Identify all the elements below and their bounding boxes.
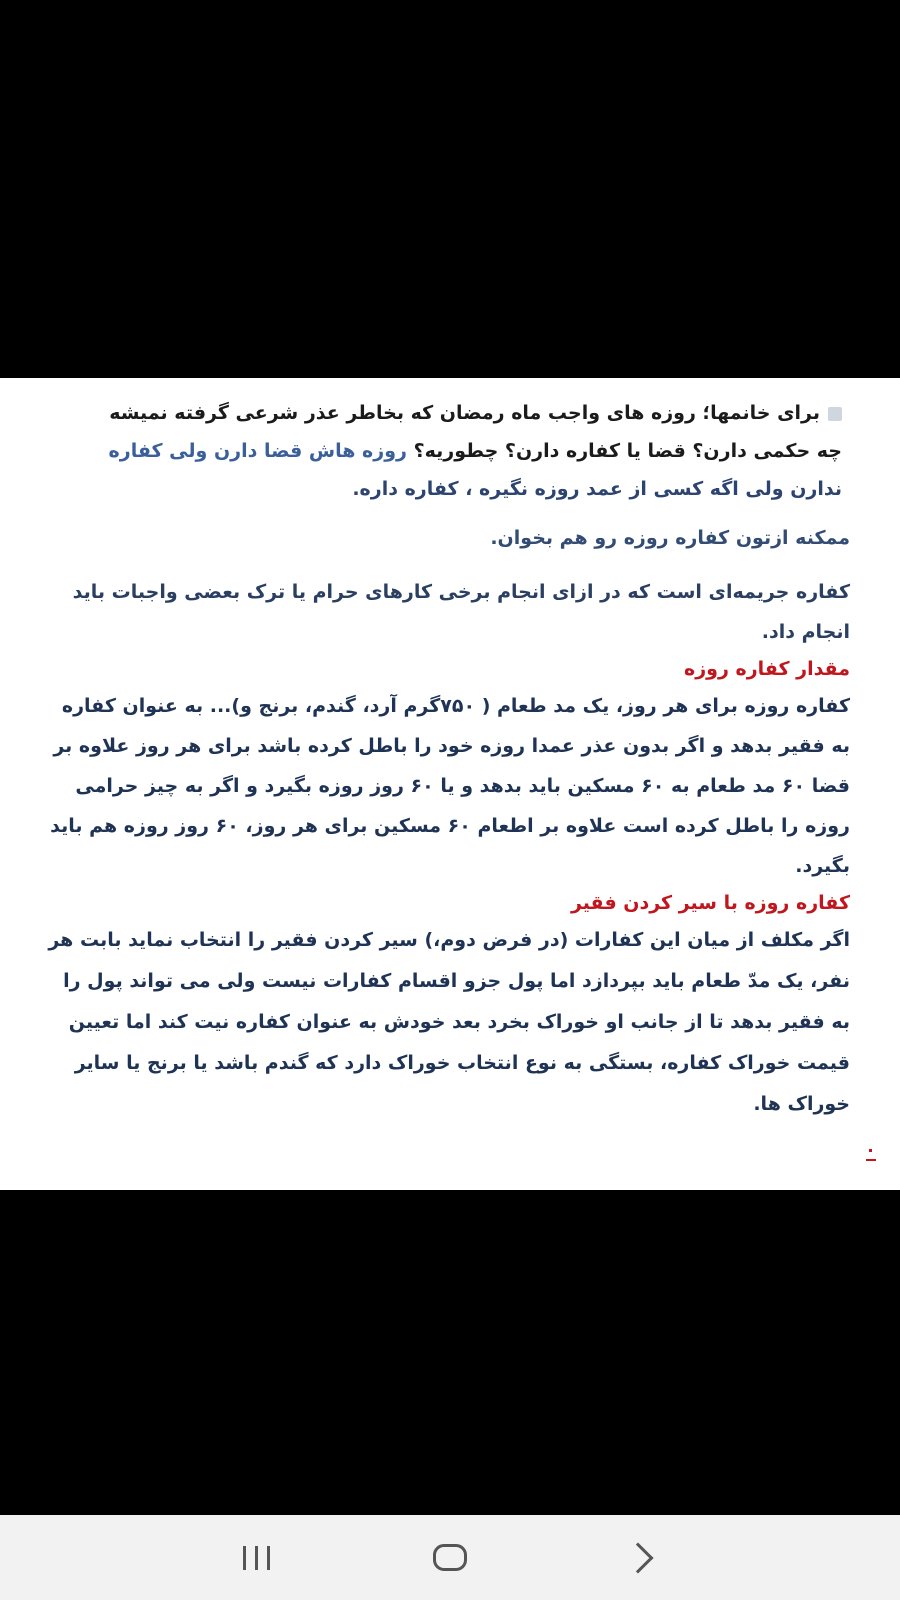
back-icon bbox=[623, 1542, 654, 1573]
question-line2: چه حکمی دارن؟ قضا یا کفاره دارن؟ چطوریه؟ bbox=[413, 440, 842, 462]
definition-text: کفاره جریمه‌ای است که در ازای انجام برخی کارهای حرام یا ترک بعضی واجبات باید انجام داد. bbox=[72, 581, 850, 643]
heading-amount: مقدار کفاره روزه bbox=[683, 658, 850, 680]
answer-part1: روزه هاش قضا دارن ولی کفاره bbox=[108, 440, 407, 462]
question-line1: برای خانمها؛ روزه های واجب ماه رمضان که بخاطر عذر شرعی گرفته نمیشه bbox=[109, 402, 820, 424]
top-black-area bbox=[0, 0, 900, 378]
bottom-black-area bbox=[0, 1190, 900, 1515]
article-content bbox=[0, 378, 900, 1190]
question-block bbox=[42, 394, 850, 508]
feeding-paragraph: اگر مکلف از میان این کفارات (در فرض دوم،) سیر کردن فقیر را انتخاب نماید بابت هر نفر، یک مدّ طعام باید بپردازد اما پول جزو اقسام کفارات نیست ولی می تواند پول را به فقیر بدهد تا از جانب او خوراک بخرد بعد خودش به عنوان کفاره نیت کند اما تعیین قیمت خوراک کفاره، بستگی به نوع انتخاب خوراک دارد که گندم باشد یا برنج یا سایر خوراک ها. bbox=[48, 929, 850, 1115]
amount-paragraph: کفاره روزه برای هر روز، یک مد طعام ( ۷۵۰گرم آرد، گندم، برنج و)... به عنوان کفاره به فقیر بدهد و اگر بدون عذر عمدا روزه خود را باطل کرده باشد برای هر روز علاوه بر قضا ۶۰ مد طعام به ۶۰ مسکین باید بدهد و یا ۶۰ روز روزه بگیرد و اگر به چیز حرامی روزه را باطل کرده است علاوه بر اطعام ۶۰ مسکین برای هر روز، ۶۰ روز روزه هم باید بگیرد. bbox=[50, 695, 850, 877]
answer-part2: ندارن ولی اگه کسی از عمد روزه نگیره ، کفاره داره. bbox=[352, 478, 842, 500]
home-icon bbox=[433, 1544, 467, 1571]
link-mark[interactable] bbox=[866, 1147, 876, 1161]
recents-button[interactable] bbox=[217, 1528, 297, 1588]
recents-icon bbox=[243, 1546, 270, 1570]
home-button[interactable] bbox=[410, 1528, 490, 1588]
intro-text: ممکنه ازتون کفاره روزه رو هم بخوان. bbox=[490, 527, 850, 549]
back-button[interactable] bbox=[603, 1528, 683, 1588]
system-navbar bbox=[0, 1515, 900, 1600]
bullet-icon bbox=[828, 407, 842, 421]
heading-feeding: کفاره روزه با سیر کردن فقیر bbox=[570, 892, 850, 914]
